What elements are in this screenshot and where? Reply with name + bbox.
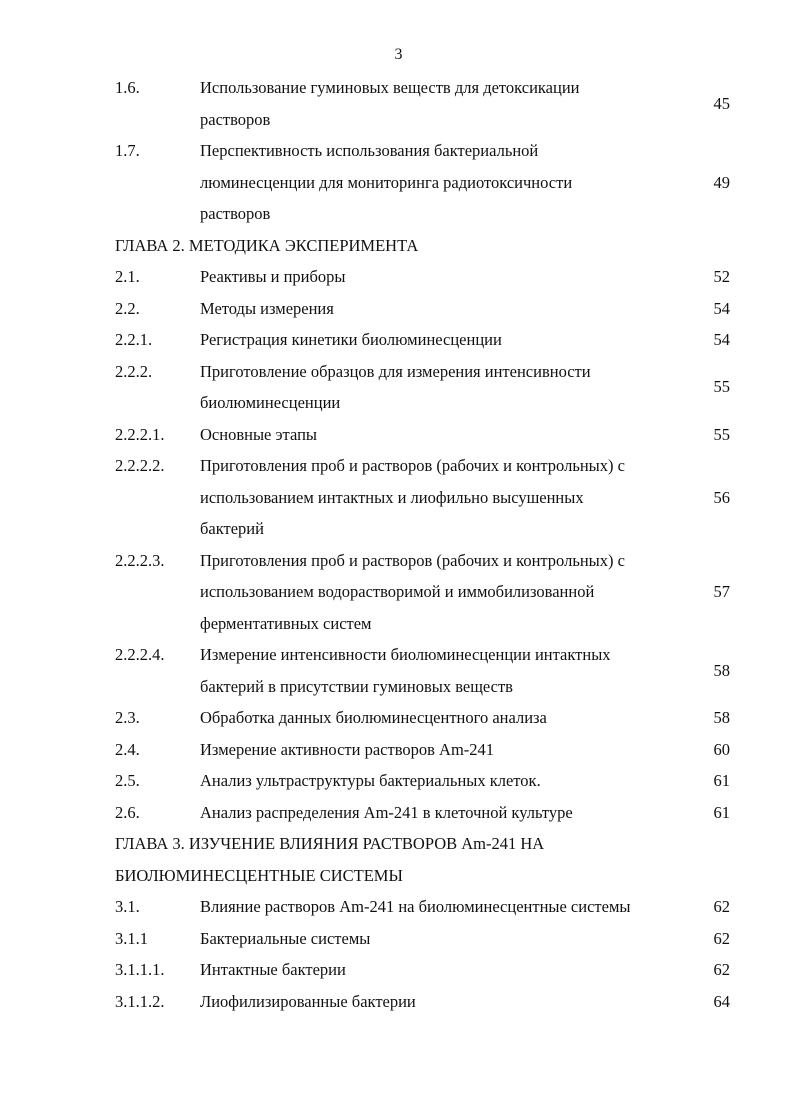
section-title-line: Регистрация кинетики биолюминесценции	[200, 330, 502, 349]
section-title	[200, 891, 690, 923]
chapter-heading-line: БИОЛЮМИНЕСЦЕНТНЫЕ СИСТЕМЫ	[115, 865, 403, 885]
section-number: 2.2.2.4.	[115, 645, 165, 664]
page-ref: 62	[713, 960, 730, 979]
section-title	[200, 450, 690, 545]
section-title	[200, 293, 690, 325]
section-number: 3.1.1	[115, 928, 148, 948]
page-ref: 55	[713, 377, 730, 397]
section-title	[200, 639, 690, 702]
toc-entry	[115, 797, 730, 829]
toc-entry	[115, 923, 730, 955]
section-title-line: использованием водорастворимой и иммобилизованной	[200, 582, 595, 601]
section-title-line: бактерий	[200, 519, 264, 538]
section-title	[200, 954, 690, 986]
section-title-line: использованием интактных и лиофильно высушенных	[200, 487, 584, 507]
page-ref: 64	[713, 991, 730, 1011]
toc-entry	[115, 639, 730, 702]
page-ref: 57	[713, 582, 730, 601]
page-ref: 49	[713, 172, 730, 192]
section-number: 2.1.	[115, 267, 140, 286]
page-ref: 61	[713, 802, 730, 822]
section-number: 2.2.	[115, 298, 140, 318]
section-number: 1.7.	[115, 141, 140, 160]
section-number: 2.6.	[115, 802, 140, 822]
page-ref: 54	[713, 298, 730, 318]
page-ref: 60	[713, 739, 730, 759]
section-title-line: Измерение активности растворов Am-241	[200, 739, 495, 759]
toc-entry	[115, 954, 730, 986]
section-title-line: ферментативных систем	[200, 613, 372, 633]
section-number: 2.2.2.2.	[115, 456, 165, 475]
section-title-line: Лиофилизированные бактерии	[200, 991, 416, 1011]
chapter-heading-line: ГЛАВА 3. ИЗУЧЕНИЕ ВЛИЯНИЯ РАСТВОРОВ Am-241 НА	[115, 834, 545, 853]
section-title-line: бактерий в присутствии гуминовых веществ	[200, 676, 513, 696]
section-number: 2.2.2.	[115, 361, 153, 381]
toc-entry	[115, 702, 730, 734]
page-ref: 56	[713, 487, 730, 507]
section-title-line: Бактериальные системы	[200, 928, 371, 948]
toc-entry	[115, 356, 730, 419]
section-title-line: Реактивы и приборы	[200, 267, 346, 286]
toc-entry	[115, 419, 730, 451]
toc-entry	[115, 293, 730, 325]
section-title-line: Перспективность использования бактериальной	[200, 141, 539, 160]
toc-entry	[115, 135, 730, 230]
page-ref: 52	[713, 267, 730, 286]
section-number: 3.1.1.2.	[115, 991, 165, 1011]
section-number: 1.6.	[115, 78, 140, 97]
section-title	[200, 765, 690, 797]
section-number: 2.5.	[115, 771, 140, 790]
section-title	[200, 356, 690, 419]
section-title-line: люминесценции для мониторинга радиотоксичности	[200, 172, 573, 192]
section-title-line: Методы измерения	[200, 298, 334, 318]
page-ref: 62	[713, 897, 730, 916]
section-title	[200, 261, 690, 293]
section-title	[200, 72, 690, 135]
section-title	[200, 324, 690, 356]
toc-entry	[115, 891, 730, 923]
section-title-line: Измерение интенсивности биолюминесценции интактных	[200, 645, 611, 664]
page-ref: 58	[713, 660, 730, 680]
toc-entry	[115, 450, 730, 545]
section-number: 2.4.	[115, 739, 140, 759]
chapter-heading	[115, 230, 730, 262]
chapter-heading-line: ГЛАВА 2. МЕТОДИКА ЭКСПЕРИМЕНТА	[115, 235, 419, 255]
section-title	[200, 986, 690, 1018]
toc-entry	[115, 986, 730, 1018]
toc-entry	[115, 545, 730, 640]
page-ref: 62	[713, 928, 730, 948]
section-title-line: Анализ распределения Am-241 в клеточной культуре	[200, 802, 573, 822]
section-title	[200, 545, 690, 640]
section-title-line: растворов	[200, 109, 271, 129]
section-title-line: Обработка данных биолюминесцентного анализа	[200, 708, 547, 727]
section-number: 3.1.1.1.	[115, 960, 165, 979]
toc-entry	[115, 765, 730, 797]
section-title	[200, 923, 690, 955]
page-ref: 58	[713, 708, 730, 727]
section-title-line: Интактные бактерии	[200, 960, 346, 979]
toc-entry	[115, 72, 730, 135]
section-title-line: Приготовления проб и растворов (рабочих и контрольных) с	[200, 550, 625, 570]
section-title-line: Приготовления проб и растворов (рабочих и контрольных) с	[200, 456, 625, 475]
section-number: 2.2.2.1.	[115, 424, 165, 444]
section-number: 3.1.	[115, 897, 140, 916]
section-number: 2.2.1.	[115, 330, 153, 349]
toc-entry	[115, 324, 730, 356]
page-ref: 61	[713, 771, 730, 790]
section-title-line: Влияние растворов Am-241 на биолюминесцентные системы	[200, 897, 631, 916]
chapter-heading	[115, 828, 730, 891]
toc-entry	[115, 734, 730, 766]
section-title	[200, 734, 690, 766]
section-title	[200, 419, 690, 451]
section-title-line: Анализ ультраструктуры бактериальных клеток.	[200, 771, 541, 790]
section-number: 2.2.2.3.	[115, 550, 165, 570]
section-number: 2.3.	[115, 708, 140, 727]
page-ref: 54	[713, 330, 730, 349]
section-title	[200, 797, 690, 829]
section-title-line: Приготовление образцов для измерения интенсивности	[200, 361, 591, 381]
section-title-line: Основные этапы	[200, 424, 317, 444]
section-title-line: Использование гуминовых веществ для детоксикации	[200, 78, 580, 97]
page-ref: 45	[713, 93, 730, 113]
page-number: 3	[394, 46, 403, 63]
section-title-line: биолюминесценции	[200, 393, 341, 412]
section-title	[200, 702, 690, 734]
table-of-contents	[115, 72, 730, 1017]
section-title-line: растворов	[200, 204, 271, 223]
page-ref: 55	[713, 424, 730, 444]
section-title	[200, 135, 690, 230]
toc-entry	[115, 261, 730, 293]
